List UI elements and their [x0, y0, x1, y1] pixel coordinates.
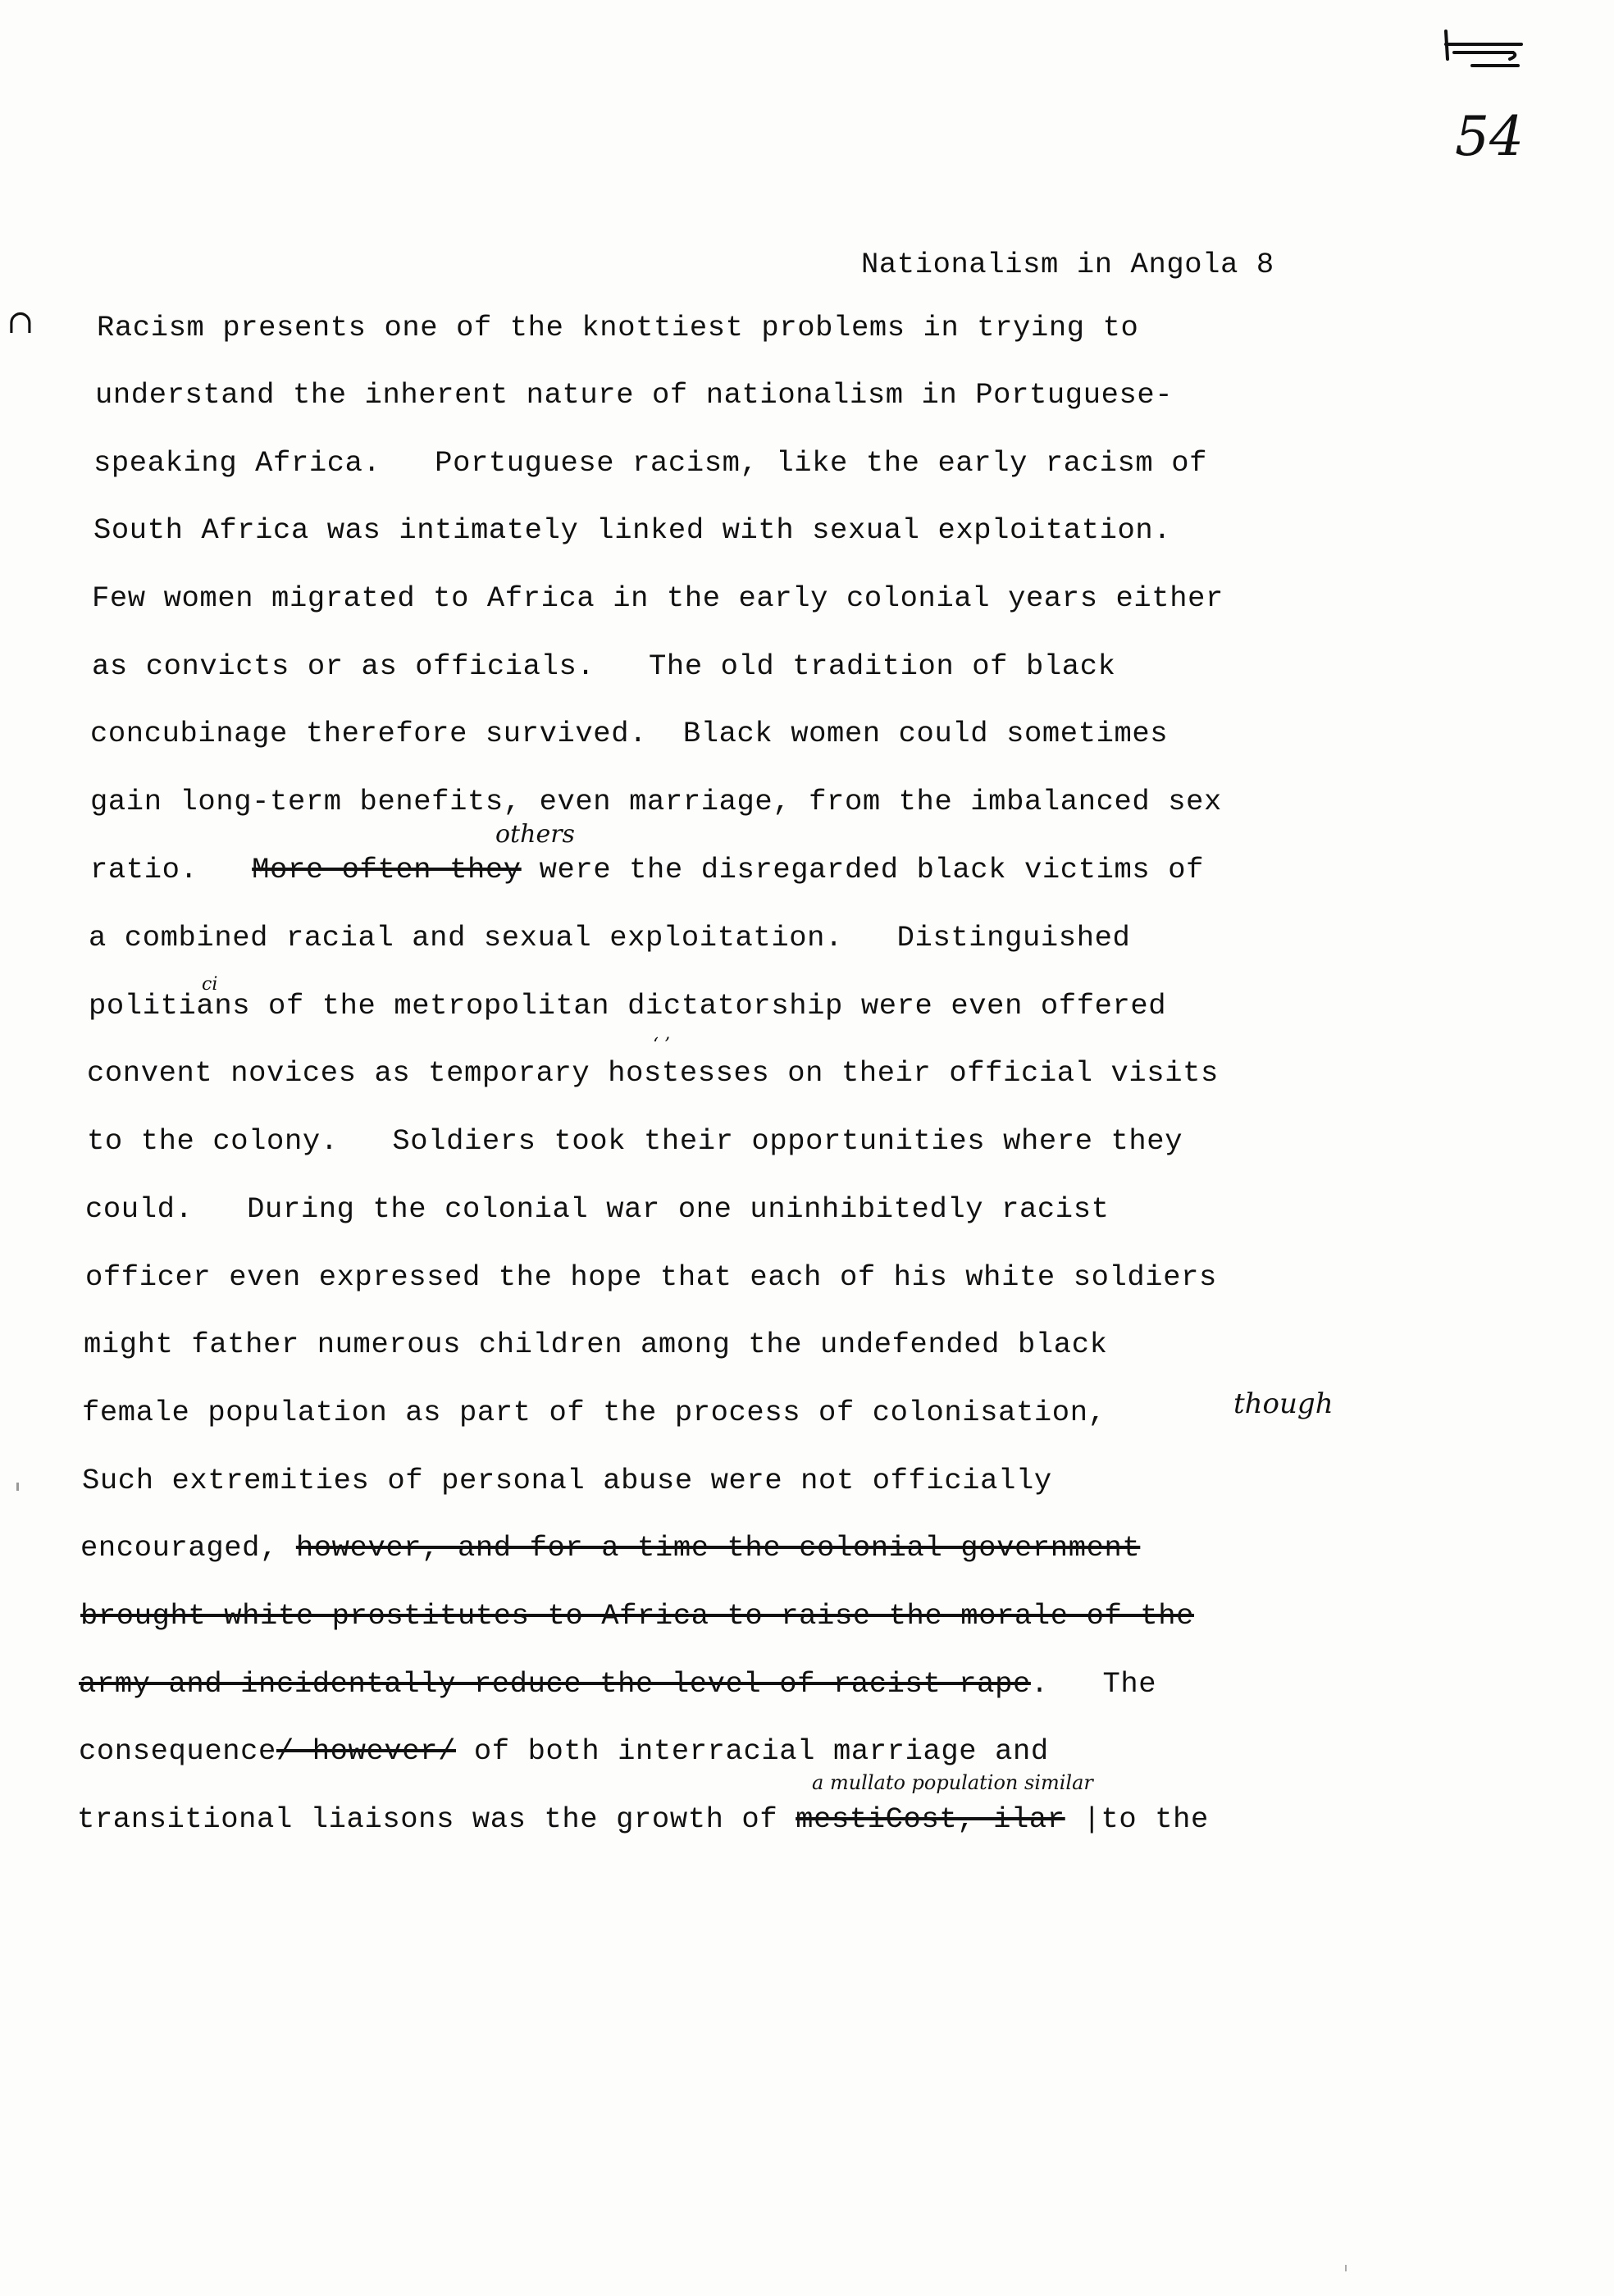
- handwritten-insertion: ci: [202, 974, 218, 995]
- text-line: encouraged, however, and for a time the colonial government: [80, 1531, 1141, 1565]
- struck-text: mestiCost, ilar: [796, 1802, 1065, 1836]
- struck-text: army and incidentally reduce the level of racist rape: [79, 1667, 1031, 1701]
- text-line: officer even expressed the hope that each of his white soldiers: [85, 1260, 1217, 1294]
- struck-text: More often they: [252, 853, 522, 886]
- running-header: Nationalism in Angola 8: [861, 248, 1274, 281]
- text-line: consequence/ however/ of both interracial marriage and: [79, 1734, 1049, 1768]
- text-line: [80, 1601, 1194, 1631]
- text-line: Few women migrated to Africa in the early colonial years either: [92, 581, 1224, 615]
- page-number: 54: [1455, 105, 1524, 168]
- text-line: female population as part of the process of colonisation,: [82, 1396, 1106, 1429]
- logo-flourish: [1439, 26, 1530, 84]
- quote-marks-insertion: ‘ ’: [653, 1035, 670, 1055]
- handwritten-insertion: others: [495, 820, 575, 849]
- margin-speck: [16, 1483, 19, 1491]
- text-line: politians of the metropolitan dictatorship were even offered: [89, 989, 1167, 1023]
- text-line: could. During the colonial war one uninhibitedly racist: [85, 1192, 1110, 1226]
- text-line: South Africa was intimately linked with sexual exploitation.: [93, 513, 1172, 547]
- text-line: ratio. More often they were the disregarded black victims of: [90, 853, 1205, 886]
- paragraph-mark: ∩: [7, 303, 34, 341]
- text-line: concubinage therefore survived. Black women could sometimes: [90, 717, 1169, 750]
- text-line: understand the inherent nature of nationalism in Portuguese-: [95, 378, 1174, 412]
- text-line: as convicts or as officials. The old tradition of black: [92, 649, 1116, 683]
- text-line: gain long-term benefits, even marriage, from the imbalanced sex: [90, 785, 1222, 818]
- struck-text: / however/: [276, 1734, 456, 1768]
- handwritten-insertion: a mullato population similar: [812, 1771, 1093, 1794]
- handwritten-insertion: though: [1233, 1387, 1334, 1420]
- text-line: convent novices as temporary hostesses on their official visits: [87, 1056, 1219, 1090]
- text-line: a combined racial and sexual exploitation. Distinguished: [89, 921, 1131, 954]
- text-line: Racism presents one of the knottiest problems in trying to: [97, 311, 1139, 344]
- struck-text: brought white prostitutes to Africa to raise the morale of the: [80, 1599, 1195, 1633]
- text-line: might father numerous children among the undefended black: [84, 1328, 1108, 1361]
- text-line: to the colony. Soldiers took their opportunities where they: [87, 1124, 1183, 1158]
- text-line: Such extremities of personal abuse were not officially: [82, 1464, 1052, 1497]
- text-line: army and incidentally reduce the level of racist rape. The: [79, 1667, 1157, 1701]
- struck-text: however, and for a time the colonial government: [295, 1531, 1141, 1565]
- text-line: transitional liaisons was the growth of mestiCost, ilar |to the: [77, 1802, 1209, 1836]
- text-line: speaking Africa. Portuguese racism, like the early racism of: [93, 446, 1208, 480]
- margin-speck: [1345, 2265, 1347, 2271]
